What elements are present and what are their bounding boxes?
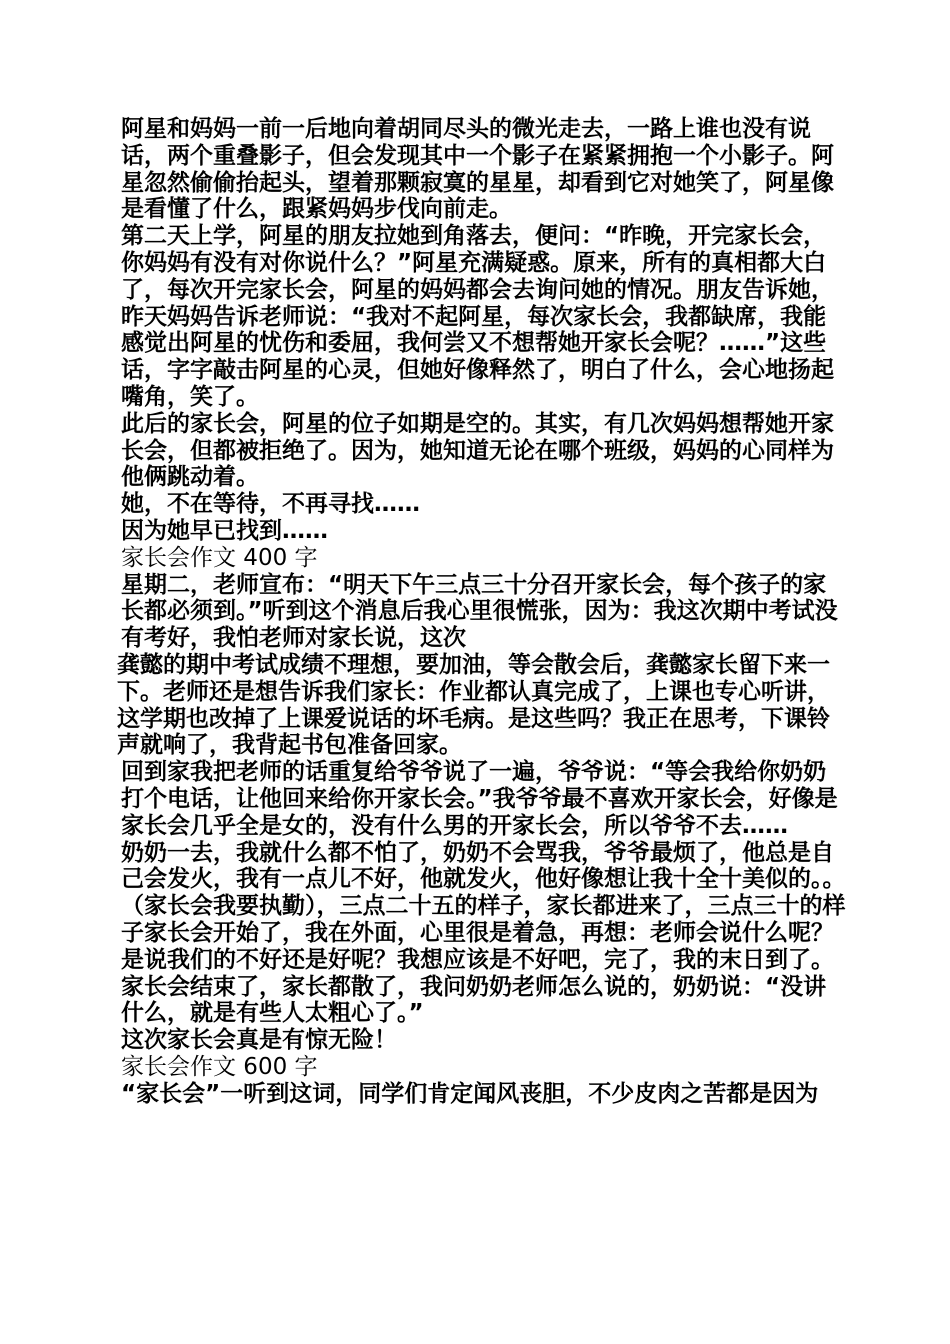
paragraph: 星期二，老师宣布：“明天下午三点三十分召开家长会，每个孩子的家长都必须到。”听到这个消息后我心里很慌张，因为：我这次期中考试没有考好，我怕老师对家长说，这次: [121, 571, 838, 652]
paragraph: 第二天上学，阿星的朋友拉她到角落去，便问：“昨晚，开完家长会，你妈妈有没有对你说什么？”阿星充满疑惑。原来，所有的真相都大白了，每次开完家长会，阿星的妈妈都会去询问她的情况。朋友告诉她，昨天妈妈告诉老师说：“我对不起阿星，每次家长会，我都缺席，我能感觉出阿星的忧伤和委屈，我何尝又不想帮她开家长会呢？……”这些话，字字敲击阿星的心灵，但她好像释然了，明白了什么，会心地扬起嘴角，笑了。: [121, 223, 834, 410]
paragraph: 阿星和妈妈一前一后地向着胡同尽头的微光走去，一路上谁也没有说话，两个重叠影子，但会发现其中一个影子在紧紧拥抱一个小影子。阿星忽然偷偷抬起头，望着那颗寂寞的星星，却看到它对她笑了，阿星像是看懂了什么，跟紧妈妈步伐向前走。: [121, 116, 834, 223]
section-heading: 家长会作文 400 字: [121, 544, 318, 571]
section-heading: 家长会作文 600 字: [121, 1053, 318, 1080]
paragraph: 龚懿的期中考试成绩不理想，要加油，等会散会后，龚懿家长留下来一下。老师还是想告诉我们家长：作业都认真完成了，上课也专心听讲，这学期也改掉了上课爱说话的坏毛病。是这些吗？我正在思考，下课铃声就响了，我背起书包准备回家。: [117, 651, 830, 759]
paragraph: 回到家我把老师的话重复给爷爷说了一遍，爷爷说：“等会我给你奶奶打个电话，让他回来给你开家长会。”我爷爷最不喜欢开家长会，好像是家长会几乎全是女的，没有什么男的开家长会，所以爷爷不去……: [121, 759, 838, 839]
paragraph: 此后的家长会，阿星的位子如期是空的。其实，有几次妈妈想帮她开家长会，但都被拒绝了。因为，她知道无论在哪个班级，妈妈的心同样为他俩跳动着。: [121, 410, 834, 491]
paragraph: 因为她早已找到……: [121, 517, 328, 544]
paragraph: “家长会”一听到这词，同学们肯定闻风丧胆，不少皮肉之苦都是因为: [121, 1080, 819, 1107]
paragraph: 她，不在等待，不再寻找……: [121, 491, 420, 518]
document-page: [117, 116, 847, 1107]
paragraph: （家长会我要执勤），三点二十五的样子，家长都进来了，三点三十的样子家长会开始了，我在外面，心里很是着急，再想：老师会说什么呢？是说我们的不好还是好呢？我想应该是不好吧，完了，我的末日到了。: [121, 893, 846, 973]
paragraph: 奶奶一去，我就什么都不怕了，奶奶不会骂我，爷爷最烦了，他总是自己会发火，我有一点儿不好，他就发火，他好像想让我十全十美似的。。: [121, 839, 846, 893]
paragraph: 家长会结束了，家长都散了，我问奶奶老师怎么说的，奶奶说：“没讲什么，就是有些人太粗心了。”: [121, 973, 827, 1027]
paragraph: 这次家长会真是有惊无险！: [121, 1027, 397, 1054]
